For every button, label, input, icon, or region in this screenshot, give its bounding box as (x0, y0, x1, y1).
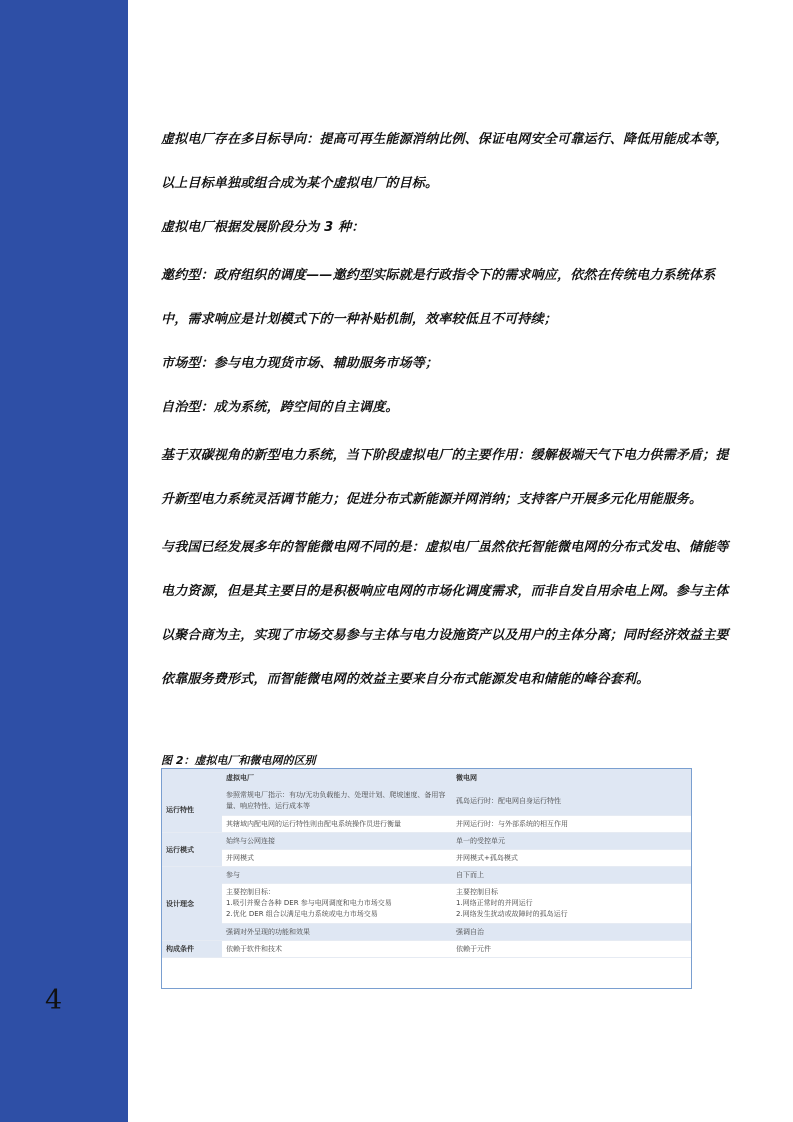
table-cell: 参与 (222, 867, 452, 884)
table-cell: 强调自治 (452, 924, 691, 941)
table-row (162, 941, 691, 958)
paragraph-autonomous-type: 自治型：成为系统，跨空间的自主调度。 (161, 400, 399, 415)
page-number: 4 (45, 985, 63, 1016)
paragraph-goals: 虚拟电厂存在多目标导向：提高可再生能源消纳比例、保证电网安全可靠运行、降低用能成本等，以上目标单独或组合成为某个虚拟电厂的目标。 (161, 132, 729, 191)
table-cell: 其辖域内配电网的运行特性则由配电系统操作员进行衡量 (222, 816, 452, 833)
table-header-microgrid: 微电网 (456, 774, 477, 782)
table-cell: 强调对外呈现的功能和效果 (222, 924, 452, 941)
table-cell: 并网模式+孤岛模式 (452, 850, 691, 867)
table-row (162, 833, 691, 850)
table-cell: 并网运行时：与外部系统的相互作用 (452, 816, 691, 833)
table-cell: 单一的受控单元 (452, 833, 691, 850)
table-header-vpp: 虚拟电厂 (226, 774, 254, 782)
table-row (162, 787, 691, 816)
figure-caption: 图 2：虚拟电厂和微电网的区别 (161, 754, 316, 767)
table-cell: 自下而上 (452, 867, 691, 884)
row-label-design-concept: 设计理念 (162, 867, 222, 941)
paragraph-invitation-type: 邀约型：政府组织的调度——邀约型实际就是行政指令下的需求响应，依然在传统电力系统体系中，需求响应是计划模式下的一种补贴机制，效率较低且不可持续； (161, 268, 716, 327)
table-cell: 依赖于元件 (452, 941, 691, 958)
table-cell: 孤岛运行时：配电网自身运行特性 (452, 787, 691, 816)
table-row (162, 924, 691, 941)
comparison-table (161, 768, 692, 989)
table-row (162, 816, 691, 833)
sidebar-band (0, 0, 128, 1122)
table-cell: 依赖于软件和技术 (222, 941, 452, 958)
table-cell: 并网模式 (222, 850, 452, 867)
body-text (161, 118, 741, 702)
paragraph-main-role: 基于双碳视角的新型电力系统，当下阶段虚拟电厂的主要作用：缓解极端天气下电力供需矛盾；提升新型电力系统灵活调节能力；促进分布式新能源并网消纳；支持客户开展多元化用能服务。 (161, 448, 729, 507)
paragraph-microgrid-difference: 与我国已经发展多年的智能微电网不同的是：虚拟电厂虽然依托智能微电网的分布式发电、储能等电力资源，但是其主要目的是积极响应电网的市场化调度需求，而非自发自用余电上网。参与主体以聚合商为主，实现了市场交易参与主体与电力设施资产以及用户的主体分离；同时经济效益主要依靠服务费形式，而智能微电网的效益主要来自分布式能源发电和储能的峰谷套利。 (161, 540, 729, 687)
paragraph-market-type: 市场型：参与电力现货市场、辅助服务市场等； (161, 356, 439, 371)
table-row (162, 867, 691, 884)
table-cell: 始终与公网连接 (222, 833, 452, 850)
paragraph-stages-intro: 虚拟电厂根据发展阶段分为 3 种： (161, 220, 365, 235)
row-label-operation-characteristics: 运行特性 (162, 787, 222, 833)
table-cell: 参照常规电厂指示：有功/无功负载能力、处理计划、爬坡速度、备用容量、响应特性、运行成本等 (222, 787, 452, 816)
table-row (162, 850, 691, 867)
table-header-blank (162, 769, 222, 787)
table-cell: 主要控制目标 1.网络正常时的并网运行 2.网络发生扰动或故障时的孤岛运行 (452, 884, 691, 924)
row-label-operation-mode: 运行模式 (162, 833, 222, 867)
table-row (162, 884, 691, 924)
table-cell: 主要控制目标： 1.吸引并聚合各种 DER 参与电网调度和电力市场交易 2.优化 DER 组合以满足电力系统或电力市场交易 (222, 884, 452, 924)
row-label-composition: 构成条件 (162, 941, 222, 958)
